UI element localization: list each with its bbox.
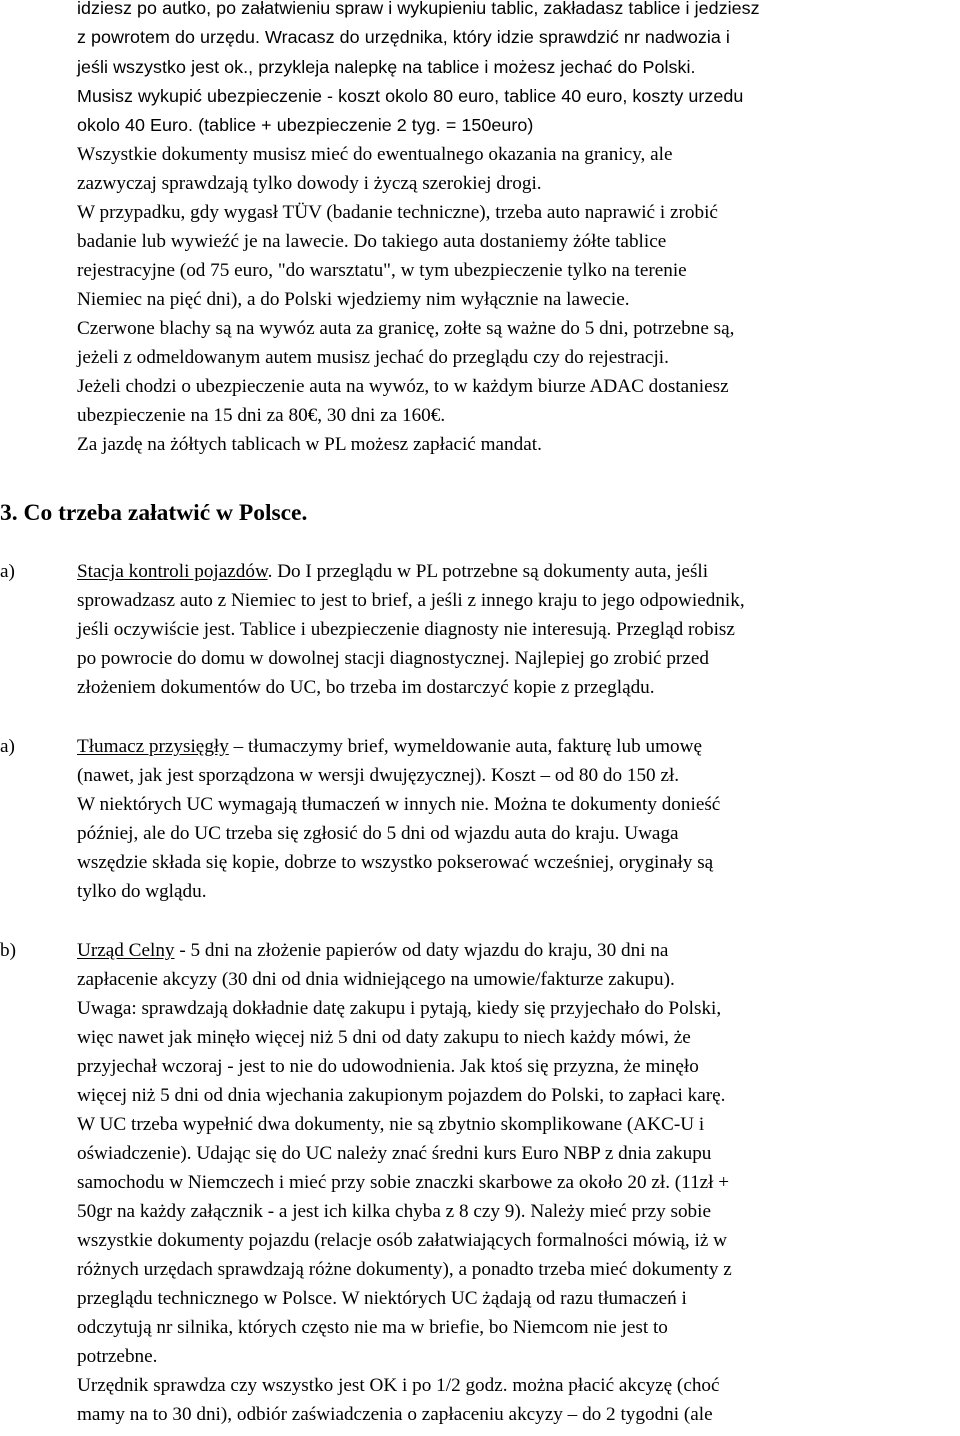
text-line: samochodu w Niemczech i mieć przy sobie znaczki skarbowe za około 20 zł. (11zł + bbox=[77, 1172, 730, 1193]
text-line: Za jazdę na żółtych tablicach w PL możesz zapłacić mandat. bbox=[77, 434, 542, 455]
text-line: zapłacenie akcyzy (30 dni od dnia widniejącego na umowie/fakturze zakupu). bbox=[77, 969, 675, 990]
text-line: (nawet, jak jest sporządzona w wersji dwujęzycznej). Koszt – od 80 do 150 zł. bbox=[77, 765, 680, 786]
text-line: więc nawet jak minęło więcej niż 5 dni od daty zakupu to niech każdy mówi, że bbox=[77, 1027, 691, 1048]
text-line: zazwyczaj sprawdzają tylko dowody i życzą szerokiej drogi. bbox=[77, 173, 542, 194]
item-title: Urząd Celny bbox=[77, 940, 175, 961]
item-text: . Do I przeglądu w PL potrzebne są dokumenty auta, jeśli bbox=[267, 561, 709, 582]
list-marker: a) bbox=[0, 561, 15, 582]
item-text: - 5 dni na złożenie papierów od daty wjazdu do kraju, 30 dni na bbox=[174, 940, 669, 961]
text-line: Jeżeli chodzi o ubezpieczenie auta na wywóz, to w każdym biurze ADAC dostaniesz bbox=[77, 376, 729, 397]
text-line: Urzędnik sprawdza czy wszystko jest OK i po 1/2 godz. można płacić akcyzę (choć bbox=[77, 1375, 720, 1396]
text-line: rejestracyjne (od 75 euro, "do warsztatu", w tym ubezpieczenie tylko na terenie bbox=[77, 260, 687, 281]
text-line: W UC trzeba wypełnić dwa dokumenty, nie są zbytnio skomplikowane (AKC-U i bbox=[77, 1114, 705, 1135]
text-line bbox=[77, 111, 533, 140]
text-line: złożeniem dokumentów do UC, bo trzeba im dostarczyć kopie z przeglądu. bbox=[77, 677, 655, 698]
text-line: później, ale do UC trzeba się zgłosić do 5 dni od wjazdu auta do kraju. Uwaga bbox=[77, 823, 679, 844]
text-line: po powrocie do domu w dowolnej stacji diagnostycznej. Najlepiej go zrobić przed bbox=[77, 648, 709, 669]
text-line: mamy na to 30 dni), odbiór zaświadczenia o zapłaceniu akcyzy – do 2 tygodni (ale bbox=[77, 1404, 713, 1425]
text-line: ubezpieczenie na 15 dni za 80€, 30 dni za 160€. bbox=[77, 405, 446, 426]
text-line: jeśli oczywiście jest. Tablice i ubezpieczenie diagnosty nie interesują. Przegląd robisz bbox=[77, 619, 735, 640]
text-line: Musisz wykupić ubezpieczenie - koszt okolo 80 euro, tablice 40 euro, koszty urzedu bbox=[77, 86, 744, 106]
text-line: Wszystkie dokumenty musisz mieć do ewentualnego okazania na granicy, ale bbox=[77, 144, 673, 165]
item-title: Stacja kontroli pojazdów bbox=[77, 561, 268, 582]
text-fragment: okolo 40 Euro. (tablice + ubezpieczenie 2 tyg. = 150euro) bbox=[77, 115, 534, 135]
list-item-first-line bbox=[77, 732, 702, 761]
text-line: potrzebne. bbox=[77, 1346, 158, 1367]
text-line: Niemiec na pięć dni), a do Polski wjedziemy nim wyłącznie na lawecie. bbox=[77, 289, 630, 310]
text-line: Czerwone blachy są na wywóz auta za granicę, zołte są ważne do 5 dni, potrzebne są, bbox=[77, 318, 735, 339]
list-item-first-line bbox=[77, 936, 668, 965]
text-line: oświadczenie). Udając się do UC należy znać średni kurs Euro NBP z dnia zakupu bbox=[77, 1143, 712, 1164]
text-line: więcej niż 5 dni od dnia wjechania zakupionym pojazdem do Polski, to zapłaci karę. bbox=[77, 1085, 726, 1106]
text-line: W niektórych UC wymagają tłumaczeń w innych nie. Można te dokumenty donieść bbox=[77, 794, 721, 815]
text-line: przeglądu technicznego w Polsce. W niektórych UC żądają od razu tłumaczeń i bbox=[77, 1288, 687, 1309]
list-item-first-line bbox=[77, 557, 708, 586]
text-line: sprowadzasz auto z Niemiec to jest to brief, a jeśli z innego kraju to jego odpowiednik, bbox=[77, 590, 745, 611]
text-line: tylko do wglądu. bbox=[77, 881, 207, 902]
text-line: 50gr na każdy załącznik - a jest ich kilka chyba z 8 czy 9). Należy mieć przy sobie bbox=[77, 1201, 711, 1222]
text-line: odczytują nr silnika, których często nie ma w briefie, bo Niemcom nie jest to bbox=[77, 1317, 668, 1338]
text-line: wszędzie składa się kopie, dobrze to wszystko pokserować wcześniej, oryginały są bbox=[77, 852, 714, 873]
text-line: różnych urzędach sprawdzają różne dokumenty), a ponadto trzeba mieć dokumenty z bbox=[77, 1259, 732, 1280]
text-line: wszystkie dokumenty pojazdu (relacje osób załatwiających formalności mówią, iż w bbox=[77, 1230, 728, 1251]
text-line: jeśli wszystko jest ok., przykleja nalepkę na tablice i możesz jechać do Polski. bbox=[77, 57, 696, 77]
text-line: idziesz po autko, po załatwieniu spraw i wykupieniu tablic, zakładasz tablice i jedziesz bbox=[77, 0, 760, 18]
text-line: jeżeli z odmeldowanym autem musisz jechać do przeglądu czy do rejestracji. bbox=[77, 347, 669, 368]
list-marker: a) bbox=[0, 736, 15, 757]
text-line: Uwaga: sprawdzają dokładnie datę zakupu i pytają, kiedy się przyjechało do Polski, bbox=[77, 998, 722, 1019]
text-line: W przypadku, gdy wygasł TÜV (badanie techniczne), trzeba auto naprawić i zrobić bbox=[77, 202, 718, 223]
item-text: – tłumaczymy brief, wymeldowanie auta, fakturę lub umowę bbox=[228, 736, 702, 757]
section-heading: 3. Co trzeba załatwić w Polsce. bbox=[0, 500, 308, 526]
text-line: badanie lub wywieźć je na lawecie. Do takiego auta dostaniemy żółte tablice bbox=[77, 231, 667, 252]
text-line: przyjechał wczoraj - jest to nie do udowodnienia. Jak ktoś się przyzna, że minęło bbox=[77, 1056, 699, 1077]
list-marker: b) bbox=[0, 940, 16, 961]
item-title: Tłumacz przysięgły bbox=[77, 736, 229, 757]
text-line: z powrotem do urzędu. Wracasz do urzędnika, który idzie sprawdzić nr nadwozia i bbox=[77, 27, 730, 47]
